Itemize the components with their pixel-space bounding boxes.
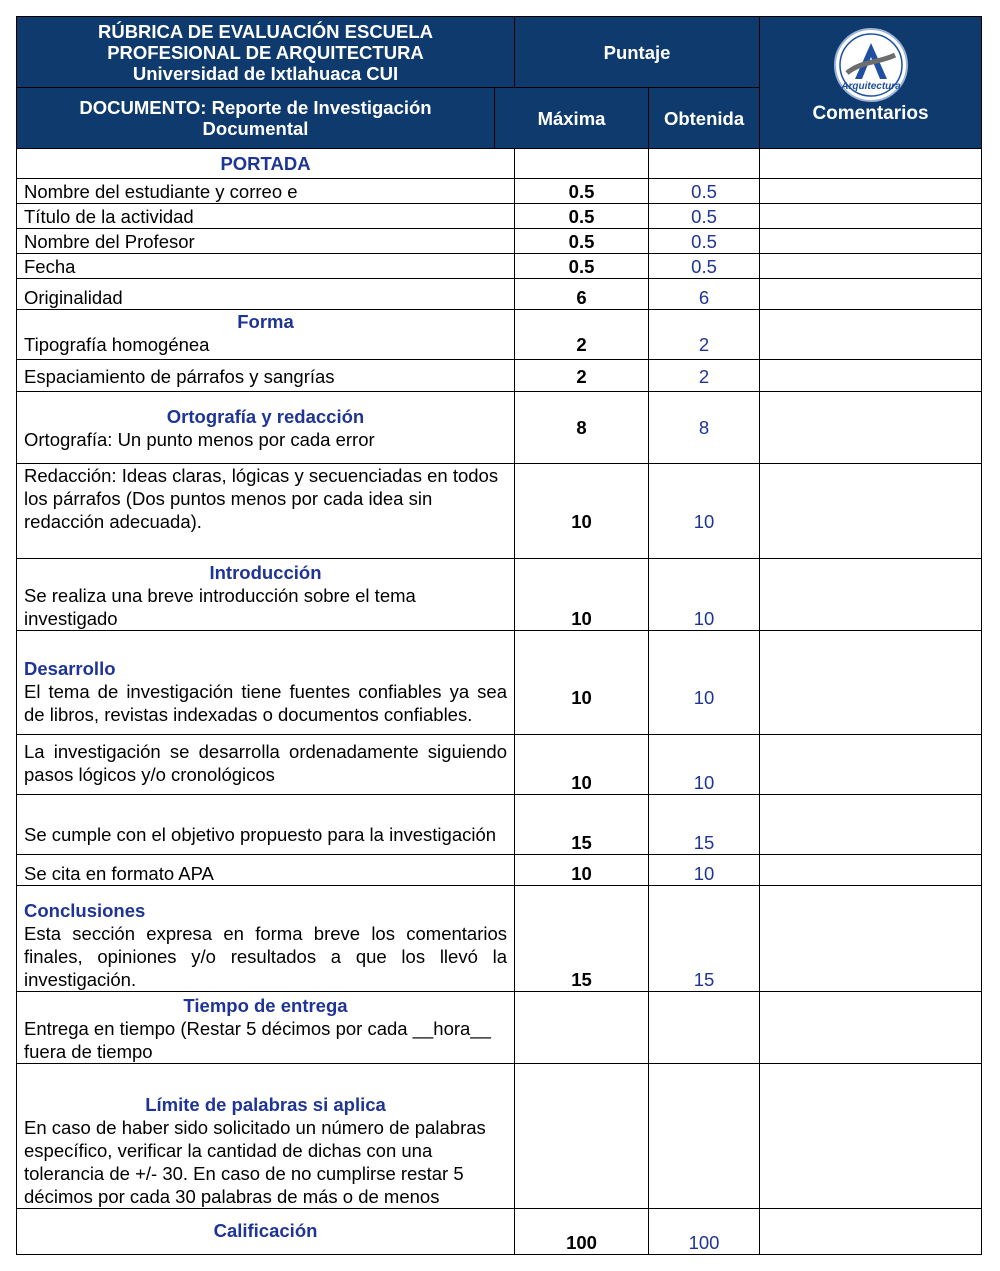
comment-cell (760, 992, 982, 1064)
criterion-text: Fecha (17, 254, 515, 279)
obtained-score: 10 (649, 464, 760, 559)
obtained-score: 10 (649, 735, 760, 795)
max-score: 15 (515, 886, 649, 992)
max-score: 10 (515, 631, 649, 735)
max-score: 0.5 (515, 254, 649, 279)
section-portada (17, 149, 515, 179)
max-score: 0.5 (515, 204, 649, 229)
obtained-score (649, 1064, 760, 1209)
max-score: 15 (515, 795, 649, 855)
section-title: PORTADA (220, 153, 311, 174)
max-score: 10 (515, 464, 649, 559)
section-title: Forma (237, 311, 294, 332)
criterion-text: Originalidad (17, 279, 515, 310)
title-line-2: PROFESIONAL DE ARQUITECTURA (107, 41, 424, 63)
table-row (17, 992, 982, 1064)
table-row (17, 279, 982, 310)
table-row (17, 179, 982, 204)
criterion-text: Tiempo de entrega Entrega en tiempo (Restar 5 décimos por cada __hora__ fuera de tiempo (17, 992, 515, 1064)
section-title: Ortografía y redacción (166, 406, 365, 427)
max-score: 2 (515, 310, 649, 360)
table-row (17, 631, 982, 735)
table-row (17, 254, 982, 279)
comment-cell (760, 795, 982, 855)
table-row (17, 464, 982, 559)
obtenida-header: Obtenida (649, 88, 760, 149)
criterion-text: Límite de palabras si aplica En caso de haber sido solicitado un número de palabras específico, verificar la cantidad de dichas con una tolerancia de +/- 30. En caso de no cumplirse restar 5 décimos por cada 30 palabras de más o de menos (17, 1064, 515, 1209)
criterion-text: La investigación se desarrolla ordenadamente siguiendo pasos lógicos y/o cronológicos (17, 735, 515, 795)
table-row (17, 229, 982, 254)
max-score: 6 (515, 279, 649, 310)
table-row (17, 392, 982, 464)
table-row (17, 735, 982, 795)
obtained-score: 0.5 (649, 179, 760, 204)
puntaje-header: Puntaje (515, 17, 760, 88)
max-score (515, 992, 649, 1064)
comments-header-cell (760, 17, 982, 149)
max-score: 0.5 (515, 179, 649, 204)
obtained-score: 6 (649, 279, 760, 310)
obtained-score: 10 (649, 631, 760, 735)
criterion-text: Espaciamiento de párrafos y sangrías (17, 360, 515, 392)
table-row (17, 795, 982, 855)
max-score: 10 (515, 735, 649, 795)
criterion-text: Se cita en formato APA (17, 855, 515, 886)
obtained-score: 15 (649, 795, 760, 855)
table-row (17, 204, 982, 229)
comment-cell (760, 204, 982, 229)
section-title: Introducción (209, 562, 322, 583)
obtained-score (649, 992, 760, 1064)
rubric-table (16, 16, 982, 1255)
max-score: 2 (515, 360, 649, 392)
rubric-title (17, 17, 515, 88)
section-title: Desarrollo (24, 658, 116, 679)
obtained-score: 0.5 (649, 254, 760, 279)
comment-cell (760, 279, 982, 310)
comment-cell (760, 464, 982, 559)
total-row (17, 1209, 982, 1255)
comment-cell (760, 631, 982, 735)
criterion-text: Nombre del estudiante y correo e (17, 179, 515, 204)
max-score (515, 1064, 649, 1209)
svg-text:Arquitectura: Arquitectura (840, 81, 901, 92)
obtained-score: 8 (649, 392, 760, 464)
calificacion-label: Calificación (17, 1209, 515, 1255)
section-title: Conclusiones (24, 900, 146, 921)
criterion-text: Ortografía y redacción Ortografía: Un punto menos por cada error (17, 392, 515, 464)
comment-cell (760, 735, 982, 795)
criterion-text: Redacción: Ideas claras, lógicas y secuenciadas en todos los párrafos (Dos puntos menos por cada idea sin redacción adecuada). (17, 464, 515, 559)
criterion-text: Desarrollo El tema de investigación tiene fuentes confiables ya sea de libros, revistas indexadas o documentos confiables. (17, 631, 515, 735)
criterion-text: Nombre del Profesor (17, 229, 515, 254)
obtained-score: 10 (649, 855, 760, 886)
table-row (17, 1064, 982, 1209)
comment-cell (760, 254, 982, 279)
comment-cell (760, 392, 982, 464)
comment-cell (760, 229, 982, 254)
comment-cell (760, 1209, 982, 1255)
table-row (17, 559, 982, 631)
comment-cell (760, 559, 982, 631)
title-line-1: RÚBRICA DE EVALUACIÓN ESCUELA (97, 20, 434, 42)
obtained-score: 0.5 (649, 204, 760, 229)
criterion-text: Se cumple con el objetivo propuesto para la investigación (17, 795, 515, 855)
comment-cell (760, 855, 982, 886)
arquitectura-logo-icon (833, 27, 909, 103)
criterion-text: Forma Tipografía homogénea (17, 310, 515, 360)
table-row (17, 855, 982, 886)
title-line-3: Universidad de Ixtlahuaca CUI (132, 62, 399, 84)
document-name-header: DOCUMENTO: Reporte de Investigación Documental (17, 88, 495, 149)
section-title: Tiempo de entrega (183, 995, 348, 1016)
table-row (17, 310, 982, 360)
comment-cell (760, 179, 982, 204)
obtained-score: 15 (649, 886, 760, 992)
comentarios-header: Comentarios (812, 103, 929, 124)
comment-cell (760, 886, 982, 992)
total-obtained-score: 100 (649, 1209, 760, 1255)
max-score: 10 (515, 855, 649, 886)
max-score: 8 (515, 392, 649, 464)
maxima-header: Máxima (495, 88, 649, 149)
criterion-text: Introducción Se realiza una breve introducción sobre el tema investigado (17, 559, 515, 631)
criterion-text: Título de la actividad (17, 204, 515, 229)
criterion-text: Conclusiones Esta sección expresa en forma breve los comentarios finales, opiniones y/o resultados a que los llevó la investigación. (17, 886, 515, 992)
obtained-score: 10 (649, 559, 760, 631)
table-row (17, 886, 982, 992)
obtained-score: 0.5 (649, 229, 760, 254)
table-row (17, 360, 982, 392)
obtained-score: 2 (649, 360, 760, 392)
comment-cell (760, 360, 982, 392)
total-max-score: 100 (515, 1209, 649, 1255)
comment-cell (760, 310, 982, 360)
max-score: 0.5 (515, 229, 649, 254)
section-title: Límite de palabras si aplica (145, 1094, 386, 1115)
max-score: 10 (515, 559, 649, 631)
comment-cell (760, 1064, 982, 1209)
obtained-score: 2 (649, 310, 760, 360)
